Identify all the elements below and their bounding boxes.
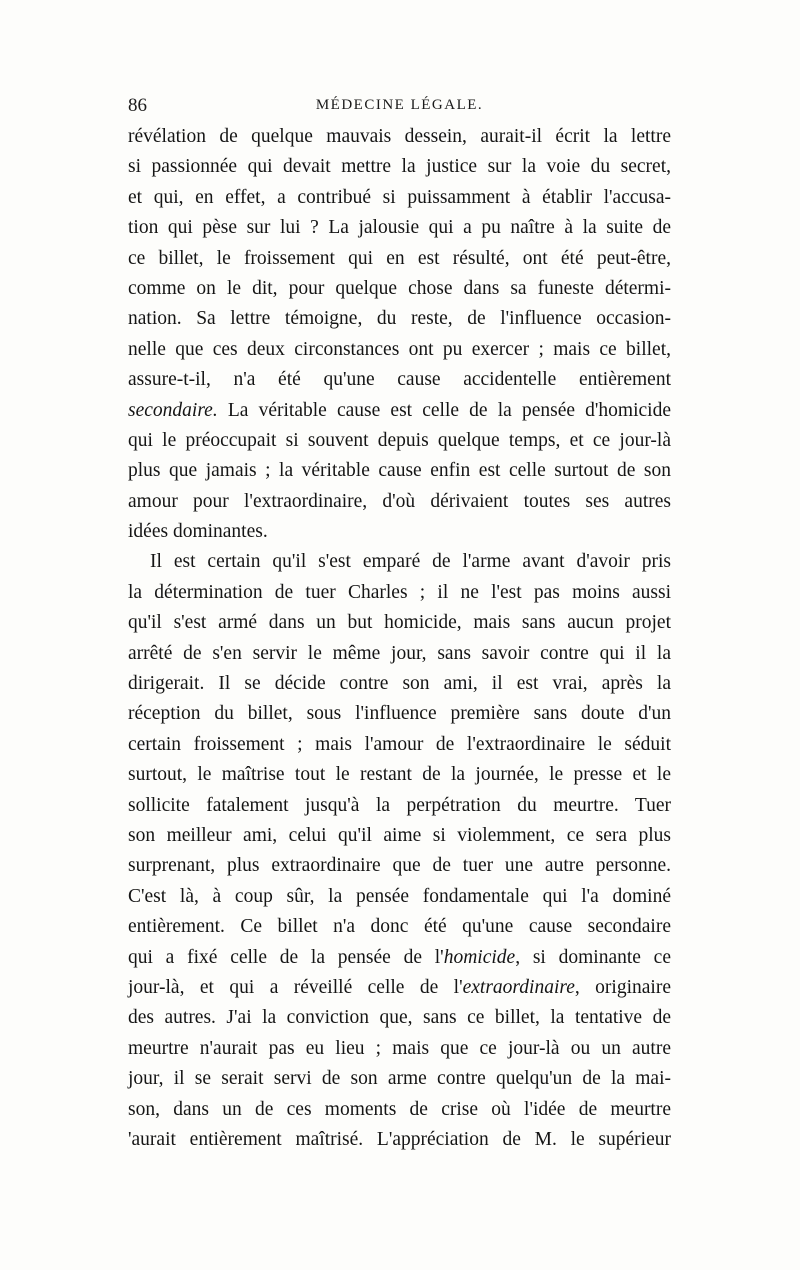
text-line: son meilleur ami, celui qu'il aime si violemment, ce sera plus bbox=[128, 824, 671, 846]
text-run: La véritable cause est celle de la pensée d'homicide bbox=[217, 399, 671, 421]
text-line bbox=[128, 943, 671, 973]
running-head: MÉDECINE LÉGALE. bbox=[315, 97, 484, 113]
text-line: arrêté de s'en servir le même jour, sans savoir contre qui il la bbox=[128, 642, 671, 664]
text-line: dirigerait. Il se décide contre son ami, il est vrai, après la bbox=[128, 673, 671, 695]
page-number: 86 bbox=[128, 95, 147, 116]
text-line: la détermination de tuer Charles ; il ne l'est pas moins aussi bbox=[128, 581, 671, 603]
text-line: surtout, le maîtrise tout le restant de la journée, le presse et le bbox=[128, 764, 671, 786]
text-line bbox=[128, 396, 671, 426]
text-line: jour, il se serait servi de son arme contre quelqu'un de la mai- bbox=[128, 1068, 671, 1090]
text-line: qui le préoccupait si souvent depuis quelque temps, et ce jour-là bbox=[128, 429, 671, 451]
italic-word: extraordinaire bbox=[462, 976, 575, 998]
text-line: meurtre n'aurait pas eu lieu ; mais que ce jour-là ou un autre bbox=[128, 1037, 671, 1059]
text-run: , si dominante ce bbox=[515, 946, 671, 968]
text-run: jour-là, et qui a réveillé celle de l' bbox=[128, 976, 463, 998]
text-line: révélation de quelque mauvais dessein, aurait-il écrit la lettre bbox=[128, 126, 671, 147]
text-line: des autres. J'ai la conviction que, sans ce billet, la tentative de bbox=[128, 1007, 671, 1029]
text-line: comme on le dit, pour quelque chose dans sa funeste détermi- bbox=[128, 277, 671, 299]
text-run: qui a fixé celle de la pensée de l' bbox=[128, 946, 444, 968]
text-line: nation. Sa lettre témoigne, du reste, de l'influence occasion- bbox=[128, 308, 671, 330]
page-header bbox=[128, 95, 671, 119]
text-line: idées dominantes. bbox=[128, 521, 268, 543]
text-line: et qui, en effet, a contribué si puissamment à établir l'accusa- bbox=[128, 186, 671, 208]
text-line: amour pour l'extraordinaire, d'où dérivaient toutes ses autres bbox=[128, 490, 671, 512]
text-line: entièrement. Ce billet n'a donc été qu'une cause secondaire bbox=[128, 916, 671, 938]
text-line: plus que jamais ; la véritable cause enfin est celle surtout de son bbox=[128, 460, 671, 482]
text-line: qu'il s'est armé dans un but homicide, mais sans aucun projet bbox=[128, 612, 671, 634]
paragraph-start: Il est certain qu'il s'est emparé de l'arme avant d'avoir pris bbox=[150, 551, 671, 573]
body-text bbox=[128, 122, 671, 1155]
text-line: nelle que ces deux circonstances ont pu exercer ; mais ce billet, bbox=[128, 338, 671, 360]
text-line: réception du billet, sous l'influence première sans doute d'un bbox=[128, 703, 671, 725]
text-line: son, dans un de ces moments de crise où l'idée de meurtre bbox=[128, 1098, 671, 1120]
text-line bbox=[128, 973, 671, 1003]
italic-word: homicide bbox=[443, 946, 516, 968]
text-line: C'est là, à coup sûr, la pensée fondamentale qui l'a dominé bbox=[128, 885, 671, 907]
text-line: assure-t-il, n'a été qu'une cause accidentelle entièrement bbox=[128, 369, 671, 391]
text-line: certain froissement ; mais l'amour de l'extraordinaire le séduit bbox=[128, 733, 671, 755]
text-line: si passionnée qui devait mettre la justice sur la voie du secret, bbox=[128, 156, 671, 178]
text-line: ce billet, le froissement qui en est résulté, ont été peut-être, bbox=[128, 247, 671, 269]
text-line: 'aurait entièrement maîtrisé. L'appréciation de M. le supérieur bbox=[128, 1128, 671, 1150]
text-line: surprenant, plus extraordinaire que de tuer une autre personne. bbox=[128, 855, 671, 877]
text-line: sollicite fatalement jusqu'à la perpétration du meurtre. Tuer bbox=[128, 794, 671, 816]
italic-word: secondaire. bbox=[128, 399, 218, 421]
text-run: , originaire bbox=[574, 976, 671, 998]
text-line: tion qui pèse sur lui ? La jalousie qui a pu naître à la suite de bbox=[128, 217, 671, 239]
